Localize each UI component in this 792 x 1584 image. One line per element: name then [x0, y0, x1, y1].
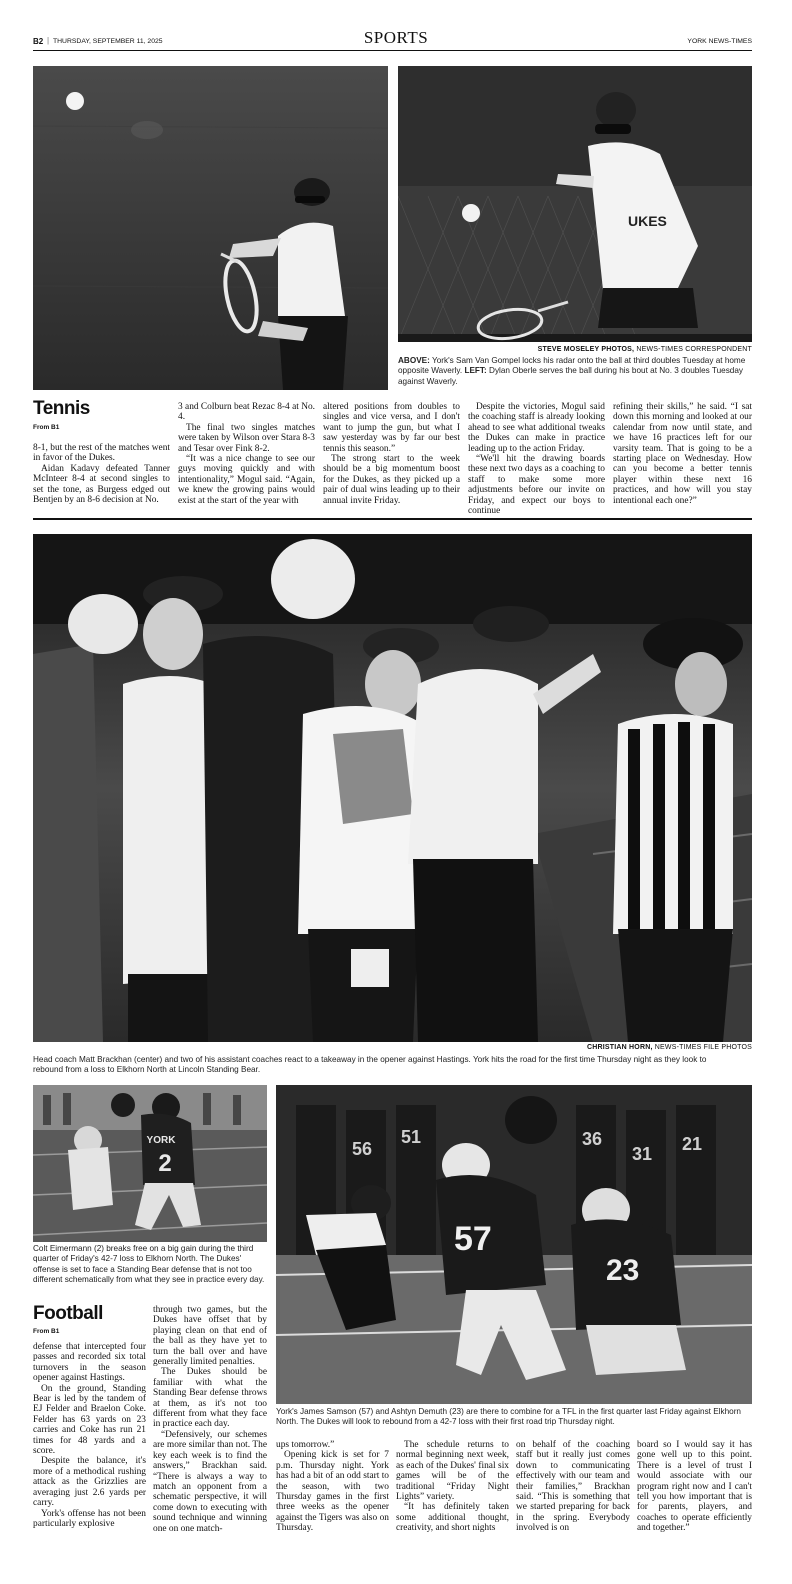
football-col-3 — [276, 1440, 389, 1534]
header-divider: | — [47, 36, 50, 45]
football-headline: Football — [33, 1303, 103, 1324]
main-sideline-photo — [33, 534, 752, 1042]
small-photo-caption: Colt Eimermann (2) breaks free on a big gain during the third quarter of Friday's 42-7 loss to Elkhorn North. The Dukes' offense is set to face a Standing Bear defense that is not too different schematically from what they see in practice every day. — [33, 1244, 265, 1284]
paragraph: Opening kick is set for 7 p.m. Thursday night. York has had a bit of an odd start to the season, with two Thursday games in the first three weeks as the opener against the Tigers was also on Thursday. — [276, 1450, 389, 1534]
paragraph: Despite the balance, it's more of a methodical rushing attack as the Grizzlies are averaging just 2.6 yards per carry. — [33, 1456, 146, 1509]
football-col-5 — [516, 1440, 630, 1534]
paragraph: The Dukes should be familiar with what the Standing Bear defense throws at them, as it's not too different from what they face in practice each day. — [153, 1367, 267, 1430]
tennis-photo-credit — [398, 346, 752, 353]
paragraph: York's offense has not been particularly explosive — [33, 1508, 146, 1529]
tackle-photo — [276, 1085, 752, 1404]
caption-label-left: LEFT: — [464, 366, 487, 376]
jersey-number: 23 — [606, 1254, 640, 1287]
credit-role: NEWS-TIMES FILE PHOTOS — [654, 1044, 752, 1051]
credit-name: CHRISTIAN HORN, — [586, 1044, 653, 1051]
paragraph: On the ground, Standing Bear is led by the tandem of EJ Felder and Braelon Coke. Felder has 63 yards on 23 carries and Coke has run 21 times for 48 yards and a score. — [33, 1383, 146, 1457]
paragraph: The schedule returns to normal beginning next week, as each of the Dukes' final six games will be of the traditional “Friday Night Lights” variety. — [396, 1440, 509, 1503]
header-rule — [33, 50, 752, 51]
caption-text-left: Dylan Oberle serves the ball during his bout at No. 3 doubles Tuesday against Waverly. — [398, 366, 743, 386]
svg-text:UKES: UKES — [628, 213, 667, 229]
paragraph: Despite the victories, Mogul said the coaching staff is already looking ahead to see what additional tweaks the Dukes can make in practice leading up to the action Friday. — [468, 402, 605, 454]
football-col-6 — [637, 1440, 752, 1534]
tennis-col-5 — [613, 402, 752, 506]
small-football-photo — [33, 1085, 267, 1242]
football-jump: From B1 — [33, 1328, 60, 1335]
tackle-photo-caption: York's James Samson (57) and Ashtyn Demuth (23) are there to combine for a TFL in the first quarter last Friday against Elkhorn North. The Dukes will look to rebound from a 42-7 loss with their first road trip Thursday night. — [276, 1407, 741, 1427]
tennis-col-3 — [323, 402, 460, 506]
paragraph: refining their skills,” he said. “I sat down this morning and looked at our calendar from now until state, and we have 16 practices left for our varsity team. That is going to be a starting place on Wednesday. How can you become a better tennis player within these next 16 practices, and how will you stay intentional each one?” — [613, 402, 752, 506]
section-title: SPORTS — [363, 28, 429, 47]
football-col-4 — [396, 1440, 509, 1534]
paragraph: ups tomorrow.” — [276, 1440, 335, 1450]
paragraph: defense that intercepted four passes and recorded six total turnovers in the season opener against Hastings. — [33, 1342, 146, 1384]
jersey-number: 36 — [582, 1129, 603, 1149]
paragraph: “We'll hit the drawing boards these next two days as a coaching to staff to make some more adjustments before our invite on Friday, and expect our boys to continue — [468, 454, 605, 517]
caption-text-above: York's Sam Van Gompel locks his radar onto the ball at third doubles Tuesday at home opposite Waverly. — [398, 356, 746, 376]
main-photo-credit — [33, 1044, 752, 1051]
paragraph: 8-1, but the rest of the matches went in favor of the Dukes. — [33, 443, 170, 464]
jersey-number: 57 — [454, 1220, 492, 1258]
caption-label-above: ABOVE: — [398, 356, 430, 365]
paragraph: altered positions from doubles to singles and vice versa, and I don't want to jump the gun, but what I saw yesterday was by far our best tennis this season.” — [323, 402, 460, 454]
tennis-col-4 — [468, 402, 605, 516]
paragraph: “It was a nice change to see our guys moving quickly and with intentionality,” Mogul said. “Again, we knew the growing pains would exist at the start of the year with — [178, 454, 315, 506]
header-date: THURSDAY, SEPTEMBER 11, 2025 — [53, 38, 163, 45]
tennis-photo-left — [33, 66, 388, 390]
credit-role: NEWS-TIMES CORRESPONDENT — [636, 346, 752, 353]
paragraph: The strong start to the week should be a big momentum boost for the Dukes, as they picked up a pair of dual wins leading up to their annual invite Friday. — [323, 454, 460, 506]
paragraph: board so I would say it has gone well up to this point. There is a level of trust I would associate with our program right now and I can't tell you how important that is for parents, players, and coaches to operate efficiently and together.” — [637, 1440, 752, 1534]
tennis-headline: Tennis — [33, 398, 90, 419]
jersey-number: 2 — [158, 1150, 172, 1177]
tennis-col-1 — [33, 443, 170, 505]
paragraph: “Defensively, our schemes are more similar than not. The key each week is to find the answers,” Brackhan said. “There is always a way to match an opponent from a schematic perspective, it will come down to executing with sound technique and winning one on one match- — [153, 1429, 267, 1534]
tennis-jump: From B1 — [33, 424, 60, 431]
paragraph: on behalf of the coaching staff but it really just comes down to communicating effectively with our team and their families,” Brackhan said. “This is something that we started preparing for back in the spring. Everybody involved is on — [516, 1440, 630, 1534]
jersey-number: 51 — [401, 1127, 422, 1147]
paragraph: 3 and Colburn beat Rezac 8-4 at No. 4. — [178, 402, 315, 423]
jersey-number: 56 — [352, 1139, 373, 1159]
main-photo-caption: Head coach Matt Brackhan (center) and two of his assistant coaches react to a takeaway in the opener against Hastings. York hits the road for the first time Thursday night as they look to rebound from a loss to Elkhorn North at Lincoln Standing Bear. — [33, 1055, 707, 1075]
tennis-col-2 — [178, 402, 315, 506]
section-rule — [33, 518, 752, 520]
tennis-photo-right — [398, 66, 752, 342]
paragraph: through two games, but the Dukes have offset that by playing clean on that end of the ball as they have yet to turn the ball over and have generally limited penalties. — [153, 1305, 267, 1368]
jersey-number: 31 — [632, 1144, 653, 1164]
paragraph: The final two singles matches were taken by Wilson over Stara 8-3 and Tesar over Fink 8-2. — [178, 422, 315, 454]
football-col-2 — [153, 1305, 267, 1534]
paragraph: “It has definitely taken some additional thought, creativity, and short nights — [396, 1502, 509, 1534]
tennis-caption — [398, 356, 748, 387]
page-number: B2 — [33, 37, 44, 46]
credit-name: STEVE MOSELEY PHOTOS, — [537, 346, 635, 353]
jersey-number: 21 — [682, 1134, 703, 1154]
paper-name: YORK NEWS-TIMES — [687, 38, 752, 45]
jersey-number-label: YORK — [146, 1135, 176, 1146]
paragraph: Aidan Kadavy defeated Tanner McInteer 8-4 at second singles to set the tone, as Burgess edged out Bentjen by an 8-6 decision at No. — [33, 463, 170, 506]
football-col-1 — [33, 1342, 146, 1529]
